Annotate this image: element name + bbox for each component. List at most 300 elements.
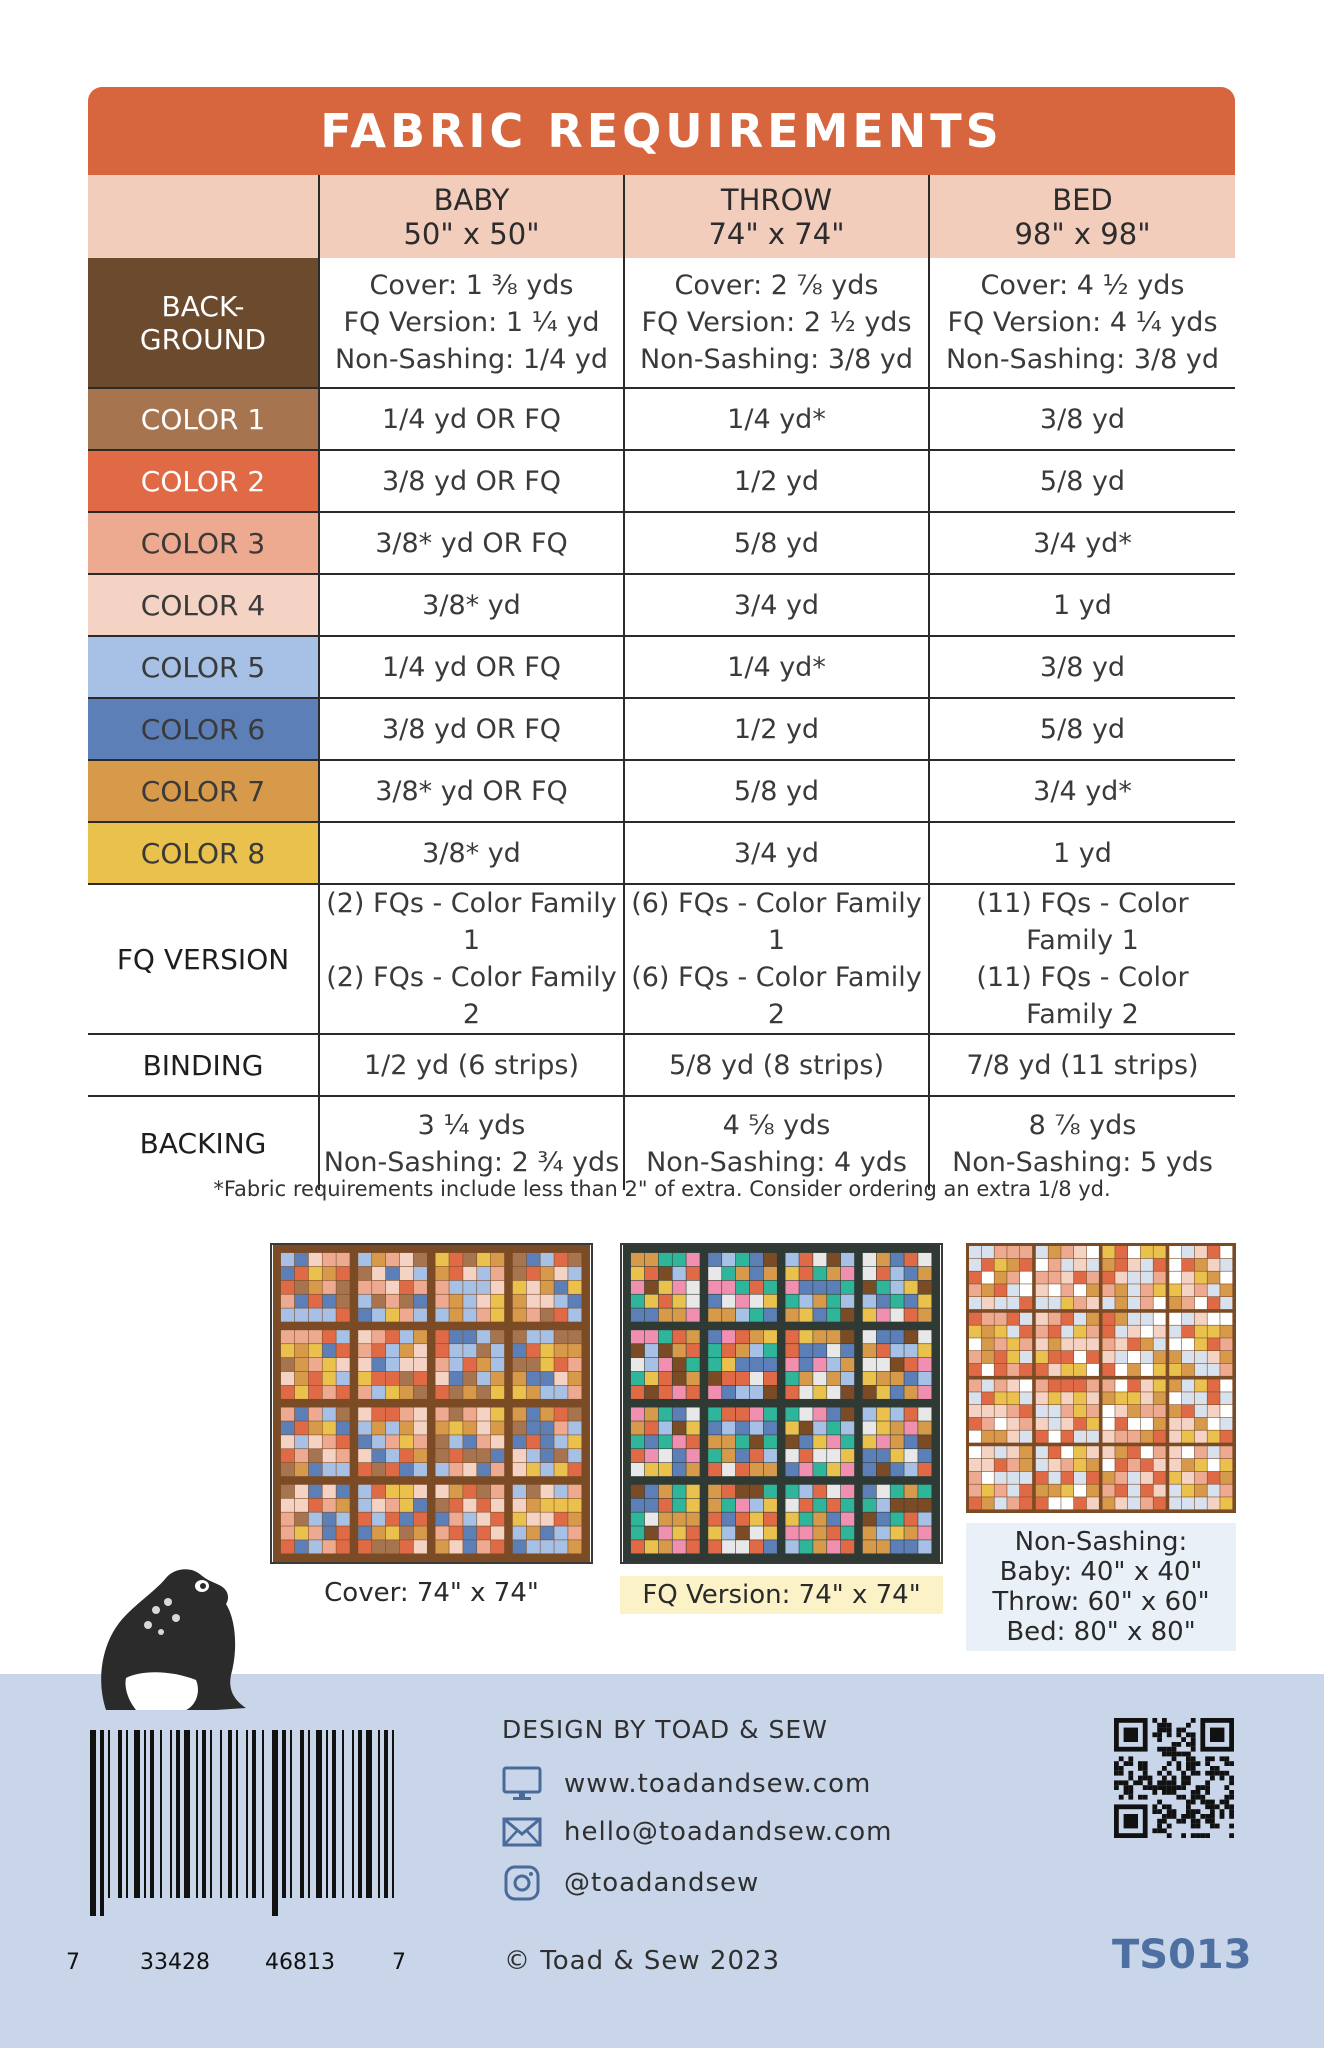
qr-module: [1229, 1776, 1234, 1781]
quilt-patch: [1208, 1364, 1220, 1376]
quilt-patch: [813, 1386, 826, 1399]
quilt-patch: [659, 1540, 672, 1553]
quilt-patch: [1141, 1431, 1153, 1443]
quilt-patch: [631, 1526, 644, 1539]
quilt-patch: [785, 1253, 798, 1266]
barcode-bar: [210, 1730, 212, 1898]
quilt-patch: [400, 1358, 413, 1371]
quilt-patch: [281, 1526, 294, 1539]
quilt-patch: [750, 1386, 763, 1399]
quilt-patch: [1141, 1246, 1153, 1258]
quilt-patch: [336, 1330, 349, 1343]
quilt-patch: [982, 1313, 994, 1325]
quilt-patch: [491, 1295, 504, 1308]
quilt-patch: [827, 1407, 840, 1420]
quilt-patch: [372, 1421, 385, 1434]
barcode-bar: [118, 1730, 122, 1898]
quilt-patch: [1087, 1246, 1099, 1258]
quilt-patch: [904, 1295, 917, 1308]
quilt-patch: [1007, 1297, 1019, 1309]
quilt-patch: [1182, 1284, 1194, 1296]
quilt-patch: [309, 1421, 322, 1434]
quilt-patch: [449, 1386, 462, 1399]
quilt-patch: [1128, 1392, 1140, 1404]
quilt-patch: [463, 1308, 476, 1321]
quilt-patch: [1195, 1459, 1207, 1471]
copyright: © Toad & Sew 2023: [504, 1946, 781, 1976]
email-link[interactable]: [502, 1816, 893, 1848]
qr-module: [1162, 1814, 1167, 1819]
non-sashing-line: Bed: 80" x 80": [1006, 1617, 1196, 1647]
quilt-patch: [708, 1512, 721, 1525]
qr-module: [1220, 1771, 1225, 1776]
quilt-patch: [1087, 1259, 1099, 1271]
quilt-patch: [1154, 1364, 1166, 1376]
quilt-patch: [1182, 1338, 1194, 1350]
quilt-patch: [540, 1386, 553, 1399]
quilt-patch: [918, 1526, 931, 1539]
quilt-patch: [491, 1372, 504, 1385]
qr-module: [1157, 1728, 1162, 1733]
quilt-patch: [631, 1421, 644, 1434]
quilt-patch: [372, 1358, 385, 1371]
qr-module: [1196, 1824, 1201, 1829]
quilt-patch: [827, 1267, 840, 1280]
quilt-patch: [463, 1344, 476, 1357]
qr-module: [1176, 1732, 1181, 1737]
qr-module: [1152, 1785, 1157, 1790]
table-row: [88, 1096, 1235, 1190]
quilt-patch: [513, 1407, 526, 1420]
requirement-cell: [929, 1034, 1235, 1096]
quilt-patch: [1049, 1418, 1061, 1430]
quilt-patch: [435, 1526, 448, 1539]
quilt-patch: [736, 1512, 749, 1525]
quilt-patch: [1115, 1497, 1127, 1509]
qr-module: [1138, 1795, 1143, 1800]
barcode-bar: [90, 1730, 96, 1916]
quilt-patch: [1182, 1497, 1194, 1509]
quilt-patch: [904, 1267, 917, 1280]
qr-module: [1167, 1824, 1172, 1829]
quilt-patch: [513, 1372, 526, 1385]
quilt-patch: [841, 1372, 854, 1385]
quilt-patch: [799, 1330, 812, 1343]
quilt-patch: [982, 1259, 994, 1271]
quilt-patch: [1115, 1338, 1127, 1350]
quilt-patch: [1208, 1297, 1220, 1309]
requirement-cell: [624, 258, 929, 388]
qr-module: [1172, 1776, 1177, 1781]
quilt-patch: [764, 1435, 777, 1448]
requirement-line: 5/8 yd: [733, 527, 820, 559]
quilt-patch: [904, 1435, 917, 1448]
quilt-patch: [708, 1463, 721, 1476]
quilt-patch: [1128, 1338, 1140, 1350]
barcode-bar: [246, 1730, 248, 1898]
requirement-cell: [624, 388, 929, 450]
quilt-patch: [982, 1405, 994, 1417]
quilt-patch: [645, 1526, 658, 1539]
quilt-patch: [449, 1463, 462, 1476]
quilt-patch: [358, 1330, 371, 1343]
quilt-patch: [890, 1512, 903, 1525]
qr-module: [1167, 1761, 1172, 1766]
quilt-patch: [295, 1512, 308, 1525]
quilt-patch: [969, 1497, 981, 1509]
quilt-patch: [1087, 1338, 1099, 1350]
quilt-patch: [1154, 1405, 1166, 1417]
quilt-patch: [1195, 1338, 1207, 1350]
quilt-patch: [813, 1421, 826, 1434]
quilt-patch: [449, 1344, 462, 1357]
quilt-patch: [435, 1253, 448, 1266]
quilt-patch: [841, 1463, 854, 1476]
quilt-patch: [645, 1499, 658, 1512]
qr-module: [1143, 1785, 1148, 1790]
qr-module: [1181, 1819, 1186, 1824]
qr-module: [1191, 1771, 1196, 1776]
quilt-patch: [527, 1281, 540, 1294]
non-sashing-line: Baby: 40" x 40": [999, 1557, 1203, 1587]
quilt-patch: [1103, 1338, 1115, 1350]
quilt-patch: [659, 1526, 672, 1539]
quilt-patch: [1220, 1472, 1232, 1484]
quilt-patch: [1020, 1392, 1032, 1404]
qr-module: [1200, 1800, 1205, 1805]
qr-module: [1229, 1824, 1234, 1829]
quilt-patch: [863, 1358, 876, 1371]
qr-module: [1148, 1785, 1153, 1790]
quilt-patch: [1182, 1459, 1194, 1471]
quilt-patch: [513, 1540, 526, 1553]
quilt-patch: [877, 1330, 890, 1343]
quilt-patch: [645, 1485, 658, 1498]
quilt-patch: [904, 1372, 917, 1385]
quilt-patch: [568, 1372, 581, 1385]
quilt-patch: [513, 1253, 526, 1266]
quilt-patch: [1195, 1405, 1207, 1417]
quilt-patch: [673, 1499, 686, 1512]
quilt-patch: [1036, 1313, 1048, 1325]
quilt-patch: [918, 1344, 931, 1357]
quilt-patch: [281, 1421, 294, 1434]
qr-module: [1162, 1785, 1167, 1790]
barcode-bar: [316, 1730, 322, 1898]
qr-module: [1186, 1776, 1191, 1781]
quilt-patch: [513, 1499, 526, 1512]
requirement-cell: [319, 388, 624, 450]
qr-module: [1172, 1756, 1177, 1761]
qr-module: [1157, 1771, 1162, 1776]
envelope-icon: [502, 1816, 542, 1848]
quilt-patch: [659, 1407, 672, 1420]
quilt-patch: [631, 1449, 644, 1462]
quilt-patch: [764, 1281, 777, 1294]
quilt-patch: [813, 1308, 826, 1321]
barcode-bar: [308, 1730, 310, 1898]
quilt-patch: [1195, 1497, 1207, 1509]
quilt-patch: [295, 1449, 308, 1462]
fq-version-quilt-image: [620, 1243, 943, 1564]
quilt-patch: [1182, 1446, 1194, 1458]
quilt-patch: [995, 1380, 1007, 1392]
quilt-patch: [540, 1485, 553, 1498]
quilt-patch: [491, 1407, 504, 1420]
quilt-patch: [1208, 1284, 1220, 1296]
quilt-patch: [1128, 1297, 1140, 1309]
quilt-patch: [673, 1295, 686, 1308]
quilt-patch: [554, 1499, 567, 1512]
qr-module: [1191, 1718, 1196, 1723]
qr-module: [1143, 1776, 1148, 1781]
quilt-patch: [1074, 1272, 1086, 1284]
quilt-patch: [863, 1344, 876, 1357]
quilt-patch: [372, 1485, 385, 1498]
quilt-patch: [358, 1540, 371, 1553]
quilt-patch: [799, 1407, 812, 1420]
quilt-patch: [435, 1330, 448, 1343]
quilt-patch: [372, 1372, 385, 1385]
quilt-patch: [750, 1372, 763, 1385]
quilt-patch: [1049, 1272, 1061, 1284]
quilt-patch: [1115, 1351, 1127, 1363]
quilt-patch: [982, 1459, 994, 1471]
quilt-patch: [686, 1449, 699, 1462]
quilt-patch: [1208, 1246, 1220, 1258]
quilt-patch: [527, 1449, 540, 1462]
quilt-patch: [841, 1526, 854, 1539]
quilt-patch: [863, 1421, 876, 1434]
quilt-patch: [659, 1463, 672, 1476]
requirement-line: 1/2 yd: [733, 713, 820, 745]
quilt-patch: [1049, 1338, 1061, 1350]
quilt-patch: [336, 1526, 349, 1539]
quilt-patch: [449, 1435, 462, 1448]
quilt-patch: [414, 1512, 427, 1525]
barcode-bar: [384, 1730, 388, 1898]
quilt-patch: [1074, 1246, 1086, 1258]
qr-module: [1191, 1819, 1196, 1824]
quilt-patch: [1007, 1431, 1019, 1443]
quilt-patch: [1020, 1351, 1032, 1363]
quilt-patch: [1220, 1392, 1232, 1404]
barcode-bar: [176, 1730, 180, 1898]
quilt-patch: [372, 1435, 385, 1448]
row-label: COLOR 6: [88, 698, 319, 760]
quilt-patch: [1141, 1405, 1153, 1417]
quilt-patch: [1103, 1405, 1115, 1417]
quilt-patch: [1007, 1246, 1019, 1258]
quilt-patch: [673, 1386, 686, 1399]
quilt-patch: [750, 1512, 763, 1525]
quilt-patch: [982, 1485, 994, 1497]
quilt-patch: [1182, 1380, 1194, 1392]
website-link[interactable]: [502, 1766, 871, 1802]
quilt-patch: [435, 1463, 448, 1476]
quilt-patch: [969, 1272, 981, 1284]
quilt-patch: [491, 1358, 504, 1371]
quilt-patch: [1182, 1418, 1194, 1430]
quilt-patch: [631, 1485, 644, 1498]
quilt-patch: [1007, 1418, 1019, 1430]
quilt-patch: [1007, 1485, 1019, 1497]
requirement-line: Non-Sashing: 1/4 yd: [334, 344, 609, 375]
quilt-patch: [449, 1358, 462, 1371]
email-text[interactable]: hello@toadandsew.com: [564, 1817, 893, 1847]
quilt-patch: [1020, 1405, 1032, 1417]
quilt-patch: [969, 1246, 981, 1258]
quilt-patch: [477, 1308, 490, 1321]
quilt-patch: [281, 1386, 294, 1399]
quilt-patch: [813, 1485, 826, 1498]
quilt-patch: [414, 1407, 427, 1420]
quilt-patch: [645, 1463, 658, 1476]
qr-module: [1157, 1809, 1162, 1814]
requirement-cell: [929, 884, 1235, 1034]
quilt-patch: [400, 1330, 413, 1343]
quilt-patch: [463, 1421, 476, 1434]
qr-module: [1167, 1723, 1172, 1728]
quilt-patch: [863, 1281, 876, 1294]
quilt-patch: [673, 1308, 686, 1321]
quilt-patch: [785, 1435, 798, 1448]
quilt-patch: [554, 1344, 567, 1357]
requirement-line: 3/8 yd OR FQ: [381, 465, 562, 497]
quilt-patch: [750, 1281, 763, 1294]
qr-module: [1114, 1766, 1119, 1771]
quilt-patch: [863, 1540, 876, 1553]
quilt-patch: [631, 1372, 644, 1385]
quilt-patch: [449, 1253, 462, 1266]
quilt-patch: [1103, 1380, 1115, 1392]
quilt-patch: [527, 1330, 540, 1343]
quilt-patch: [736, 1463, 749, 1476]
quilt-patch: [414, 1386, 427, 1399]
quilt-patch: [827, 1449, 840, 1462]
qr-module: [1128, 1790, 1133, 1795]
quilt-patch: [1220, 1364, 1232, 1376]
quilt-patch: [358, 1435, 371, 1448]
quilt-patch: [799, 1344, 812, 1357]
qr-module: [1162, 1728, 1167, 1733]
quilt-patch: [995, 1326, 1007, 1338]
quilt-patch: [336, 1358, 349, 1371]
quilt-patch: [1036, 1446, 1048, 1458]
quilt-patch: [386, 1358, 399, 1371]
requirement-cell: [319, 698, 624, 760]
quilt-patch: [1115, 1405, 1127, 1417]
requirement-line: (6) FQs - Color Family 1: [631, 888, 922, 956]
quilt-patch: [645, 1386, 658, 1399]
quilt-patch: [1036, 1380, 1048, 1392]
barcode-digit: 33428: [140, 1950, 210, 1975]
qr-module: [1191, 1766, 1196, 1771]
quilt-patch: [631, 1386, 644, 1399]
quilt-patch: [295, 1330, 308, 1343]
quilt-patch: [1154, 1297, 1166, 1309]
quilt-patch: [414, 1330, 427, 1343]
quilt-patch: [1195, 1380, 1207, 1392]
quilt-patch: [764, 1295, 777, 1308]
quilt-patch: [1128, 1380, 1140, 1392]
qr-module: [1157, 1800, 1162, 1805]
qr-code-icon[interactable]: [1114, 1718, 1234, 1838]
quilt-patch: [491, 1540, 504, 1553]
quilt-patch: [813, 1407, 826, 1420]
quilt-patch: [736, 1281, 749, 1294]
quilt-patch: [982, 1284, 994, 1296]
quilt-patch: [750, 1267, 763, 1280]
qr-module: [1215, 1824, 1220, 1829]
qr-module: [1224, 1785, 1229, 1790]
quilt-patch: [477, 1421, 490, 1434]
quilt-patch: [435, 1295, 448, 1308]
qr-finder: [1124, 1728, 1138, 1742]
quilt-patch: [1049, 1284, 1061, 1296]
quilt-patch: [785, 1499, 798, 1512]
quilt-patch: [863, 1499, 876, 1512]
quilt-patch: [1208, 1431, 1220, 1443]
requirement-line: 7/8 yd (11 strips): [966, 1049, 1199, 1081]
quilt-patch: [764, 1344, 777, 1357]
quilt-patch: [1036, 1297, 1048, 1309]
quilt-patch: [969, 1338, 981, 1350]
qr-module: [1220, 1800, 1225, 1805]
quilt-patch: [659, 1485, 672, 1498]
quilt-patch: [477, 1485, 490, 1498]
qr-module: [1191, 1756, 1196, 1761]
qr-module: [1181, 1728, 1186, 1733]
quilt-patch: [877, 1407, 890, 1420]
quilt-patch: [969, 1446, 981, 1458]
quilt-patch: [631, 1344, 644, 1357]
barcode-bar: [134, 1730, 140, 1898]
qr-module: [1124, 1790, 1129, 1795]
quilt-patch: [1208, 1259, 1220, 1271]
requirement-line: 1/4 yd OR FQ: [381, 651, 562, 683]
quilt-patch: [645, 1512, 658, 1525]
quilt-patch: [904, 1463, 917, 1476]
quilt-patch: [400, 1386, 413, 1399]
barcode-bar: [326, 1730, 328, 1898]
quilt-patch: [477, 1372, 490, 1385]
qr-module: [1220, 1809, 1225, 1814]
quilt-patch: [736, 1308, 749, 1321]
quilt-patch: [877, 1281, 890, 1294]
website-text[interactable]: www.toadandsew.com: [564, 1769, 872, 1799]
quilt-patch: [995, 1405, 1007, 1417]
quilt-patch: [1128, 1272, 1140, 1284]
qr-module: [1119, 1795, 1124, 1800]
quilt-patch: [918, 1435, 931, 1448]
quilt-patch: [323, 1449, 336, 1462]
qr-module: [1162, 1804, 1167, 1809]
instagram-link[interactable]: [502, 1864, 759, 1902]
quilt-patch: [827, 1540, 840, 1553]
quilt-patch: [982, 1272, 994, 1284]
requirement-line: (2) FQs - Color Family 2: [326, 962, 617, 1030]
quilt-patch: [414, 1499, 427, 1512]
requirement-line: 3/8* yd: [422, 589, 521, 621]
quilt-patch: [540, 1358, 553, 1371]
quilt-patch: [372, 1253, 385, 1266]
instagram-text[interactable]: @toadandsew: [564, 1868, 760, 1898]
quilt-patch: [386, 1295, 399, 1308]
quilt-patch: [1220, 1313, 1232, 1325]
qr-module: [1157, 1785, 1162, 1790]
quilt-patch: [1220, 1351, 1232, 1363]
